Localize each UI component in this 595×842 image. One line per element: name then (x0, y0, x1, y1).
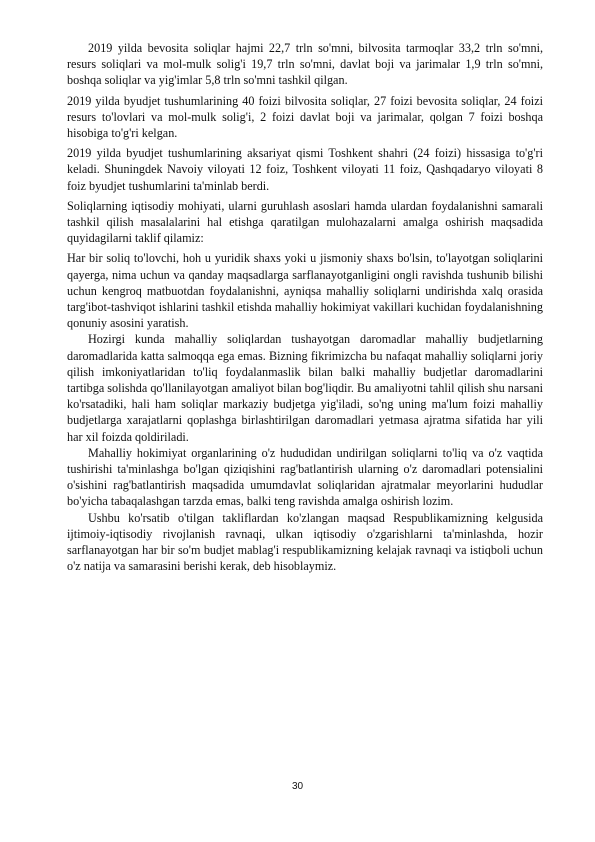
paragraph-proposals-intro: Soliqlarning iqtisodiy mohiyati, ularni guruhlash asoslari hamda ulardan foydalanishni samarali tashkil qilish masalalarini hal etishga qaratilgan mulohazalarni amalga oshirish maqsadida quyidagilarni taklif qilamiz: (67, 198, 543, 246)
document-page (67, 40, 543, 575)
paragraph-conclusion: Ushbu ko'rsatib o'tilgan takliflardan ko'zlangan maqsad Respublikamizning kelgusida ijtimoiy-iqtisodiy rivojlanish ravnaqi, ulkan iqtisodiy o'zgarishlarni ta'minlashda, hozir sarflanayotgan har bir so'm budjet mablag'i respublikamizning kelajak ravnaqi va istiqboli uchun o'z natija va samarasini berishi kerak, deb hisoblaymiz. (67, 510, 543, 574)
paragraph-proposal-awareness: Har bir soliq to'lovchi, hoh u yuridik shaxs yoki u jismoniy shaxs bo'lsin, to'layotgan soliqlarini qayerga, nima uchun va qanday maqsadlarga sarflanayotganligini ongli ravishda tushunib bilishi uchun kengroq matbuotdan foydalanishni, ayniqsa mahalliy soliqlarni undirishda xalq orasida targ'ibot-tashviqot ishlarini tashkil etishda mahalliy hokimiyat vakillari kuchidan foydalanishning qonuniy asosini yaratish. (67, 251, 543, 331)
paragraph-local-authority-incentive: Mahalliy hokimiyat organlarining o'z hududidan undirilgan soliqlarni to'liq va o'z vaqtida tushirishi ta'minlashga bo'lgan qiziqishini rag'batlantirish ularning o'z daromadlari potensialini o'sishini rag'batlantirish maqsadida umumdavlat soliqlaridan ajratmalar meyorlarini hududlar bo'yicha tabaqalashgan tarzda emas, balki teng ravishda amalga oshirish lozim. (67, 445, 543, 509)
paragraph-regional-shares: 2019 yilda byudjet tushumlarining aksariyat qismi Toshkent shahri (24 foizi) hissasiga to'g'ri keladi. Shuningdek Navoiy viloyati 12 foiz, Toshkent viloyati 11 foiz, Qashqadaryo viloyati 8 foiz byudjet tushumlarini ta'minlab berdi. (67, 146, 543, 193)
paragraph-local-tax-revenue: Hozirgi kunda mahalliy soliqlardan tushayotgan daromadlar mahalliy budjetlarning daromadlarida katta salmoqqa ega emas. Bizning fikrimizcha bu nafaqat mahalliy soliqlarni joriy qilish imkoniyatlaridan to'liq foydalanmaslik bilan balki mahalliy budjetlar daromadlarini tartibga solishda qo'llanilayotgan amaliyot bilan bog'liqdir. Bu amaliyotni tahlil qilish shu narsani ko'rsatadiki, hali ham soliqlar markaziy budjetga yig'iladi, so'ng uning ma'lum foizi mahalliy budjetlarga xarajatlarni qoplashga birlashtirilgan daromadlari yetmasa ajratma sifatida har yili har xil foizda qoldiriladi. (67, 332, 543, 444)
paragraph-revenue-shares: 2019 yilda byudjet tushumlarining 40 foizi bilvosita soliqlar, 27 foizi bevosita soliqlar, 24 foizi resurs to'lovlari va mol-mulk solig'i, 2 foizi davlat boji va jarimalar, qolgan 7 foizi boshqa hisobiga to'g'ri kelgan. (67, 93, 543, 141)
paragraph-tax-volumes: 2019 yilda bevosita soliqlar hajmi 22,7 trln so'mni, bilvosita tarmoqlar 33,2 trln so'mni, resurs soliqlari va mol-mulk solig'i 19,7 trln so'mni, davlat boji va jarimalar 1,9 trln so'mni, boshqa soliqlar va yig'imlar 5,8 trln so'mni tashkil qilgan. (67, 41, 543, 88)
page-number: 30 (291, 781, 304, 792)
